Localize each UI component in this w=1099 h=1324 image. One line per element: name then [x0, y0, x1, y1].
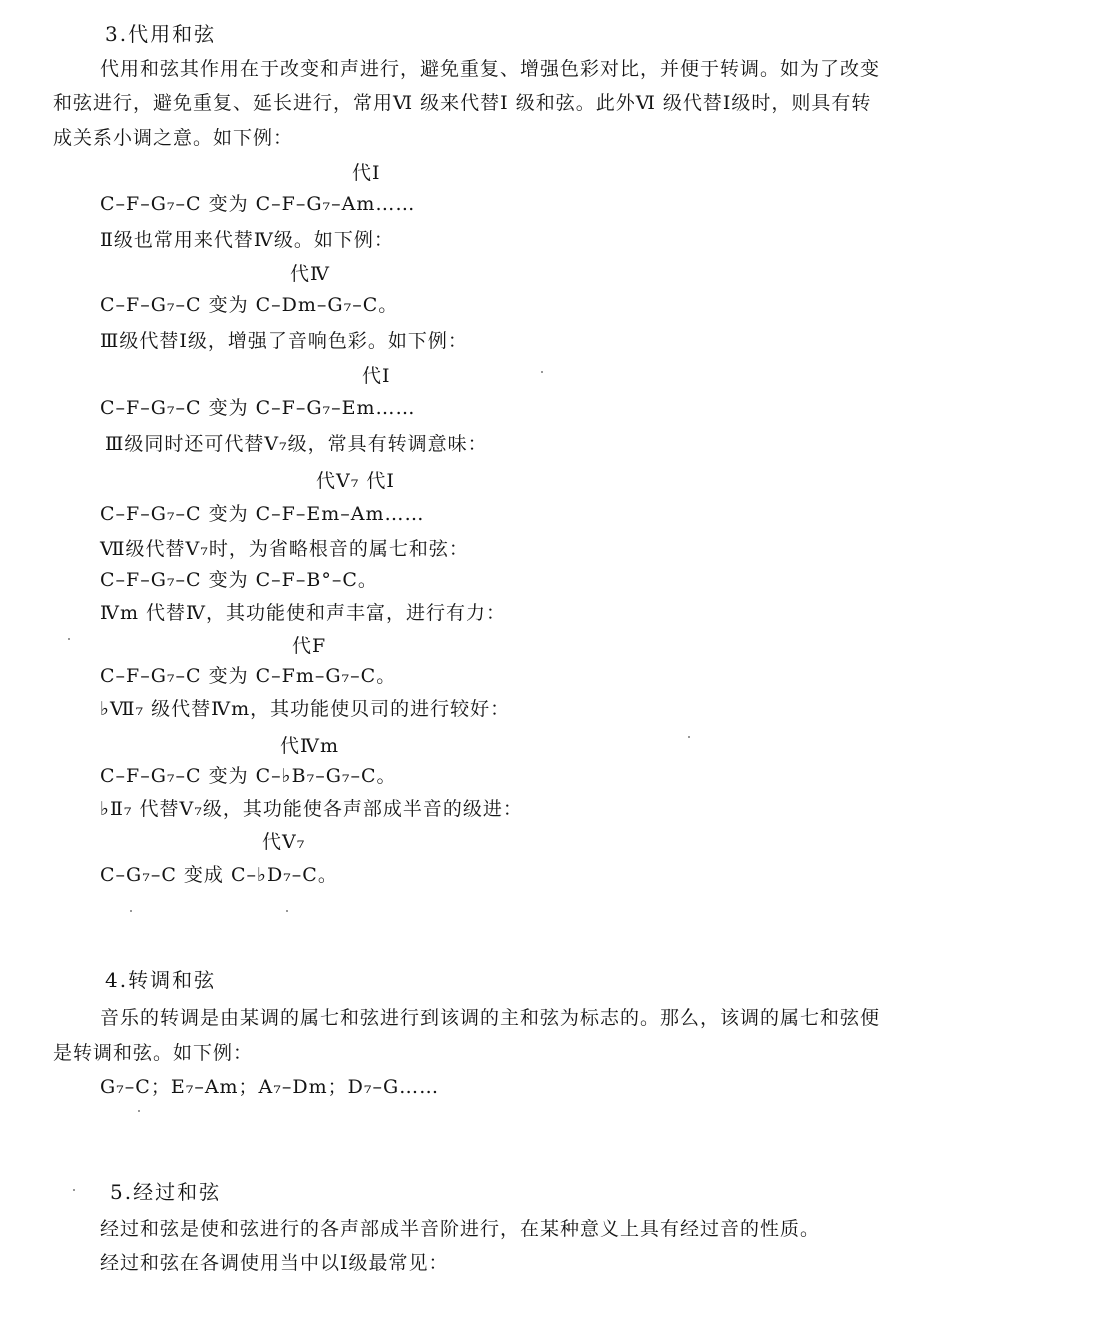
- example-intro: Ⅳm 代替Ⅳ，其功能使和声丰富，进行有力：: [100, 602, 507, 624]
- example-intro: Ⅲ级代替Ⅰ级，增强了音响色彩。如下例：: [100, 330, 468, 352]
- paragraph-line: 和弦进行，避免重复、延长进行，常用Ⅵ 级来代替Ⅰ 级和弦。此外Ⅵ 级代替Ⅰ级时，则具有转: [53, 92, 872, 114]
- paragraph-line: 代用和弦其作用在于改变和声进行，避免重复、增强色彩对比，并便于转调。如为了改变: [100, 58, 881, 80]
- paragraph-line: 经过和弦是使和弦进行的各声部成半音阶进行，在某种意义上具有经过音的性质。: [100, 1218, 821, 1240]
- chord-progression: C–G₇–C 变成 C–♭D₇–C。: [100, 864, 338, 886]
- substitution-note: 代Ⅳ: [290, 263, 330, 285]
- chord-progression: C–F–G₇–C 变为 C–Dm–G₇–C。: [100, 294, 399, 316]
- substitution-note: 代Ⅰ: [352, 162, 381, 184]
- scan-speck: [138, 1110, 140, 1112]
- section-3-heading: 3.代用和弦: [105, 22, 217, 46]
- section-4-heading: 4.转调和弦: [105, 968, 217, 992]
- scan-speck: [130, 910, 132, 912]
- substitution-note: 代Ⅰ: [362, 365, 391, 387]
- substitution-note: 代F: [292, 635, 327, 657]
- substitution-note: 代Ⅴ₇ 代Ⅰ: [316, 470, 395, 492]
- paragraph-line: 成关系小调之意。如下例：: [53, 127, 294, 149]
- chord-progression: C–F–G₇–C 变为 C–F–Em–Am……: [100, 503, 425, 525]
- scan-speck: [541, 371, 543, 373]
- example-intro: Ⅱ级也常用来代替Ⅳ级。如下例：: [100, 229, 394, 251]
- chord-progression: C–F–G₇–C 变为 C–F–G₇–Em……: [100, 397, 416, 419]
- chord-progression: C–F–G₇–C 变为 C–Fm–G₇–C。: [100, 665, 397, 687]
- example-intro: Ⅲ级同时还可代替Ⅴ₇级，常具有转调意味：: [105, 433, 488, 455]
- paragraph-line: 经过和弦在各调使用当中以Ⅰ级最常见：: [100, 1252, 449, 1274]
- chord-progression: G₇–C；E₇–Am；A₇–Dm；D₇–G……: [100, 1076, 440, 1098]
- example-intro: Ⅶ级代替Ⅴ₇时，为省略根音的属七和弦：: [100, 538, 469, 560]
- scan-speck: [73, 1189, 75, 1191]
- scan-speck: [68, 638, 70, 640]
- scan-speck: [286, 910, 288, 912]
- example-intro: ♭Ⅶ₇ 级代替Ⅳm，其功能使贝司的进行较好：: [100, 698, 511, 720]
- substitution-note: 代Ⅴ₇: [262, 831, 306, 853]
- paragraph-line: 音乐的转调是由某调的属七和弦进行到该调的主和弦为标志的。那么，该调的属七和弦便: [100, 1007, 881, 1029]
- chord-progression: C–F–G₇–C 变为 C–F–G₇–Am……: [100, 193, 416, 215]
- section-5-heading: 5.经过和弦: [110, 1180, 222, 1204]
- chord-progression: C–F–G₇–C 变为 C–F–B°–C。: [100, 569, 378, 591]
- chord-progression: C–F–G₇–C 变为 C–♭B₇–G₇–C。: [100, 765, 397, 787]
- substitution-note: 代Ⅳm: [280, 735, 339, 757]
- paragraph-line: 是转调和弦。如下例：: [53, 1042, 254, 1064]
- example-intro: ♭Ⅱ₇ 代替Ⅴ₇级，其功能使各声部成半音的级进：: [100, 798, 523, 820]
- scan-speck: [688, 736, 690, 738]
